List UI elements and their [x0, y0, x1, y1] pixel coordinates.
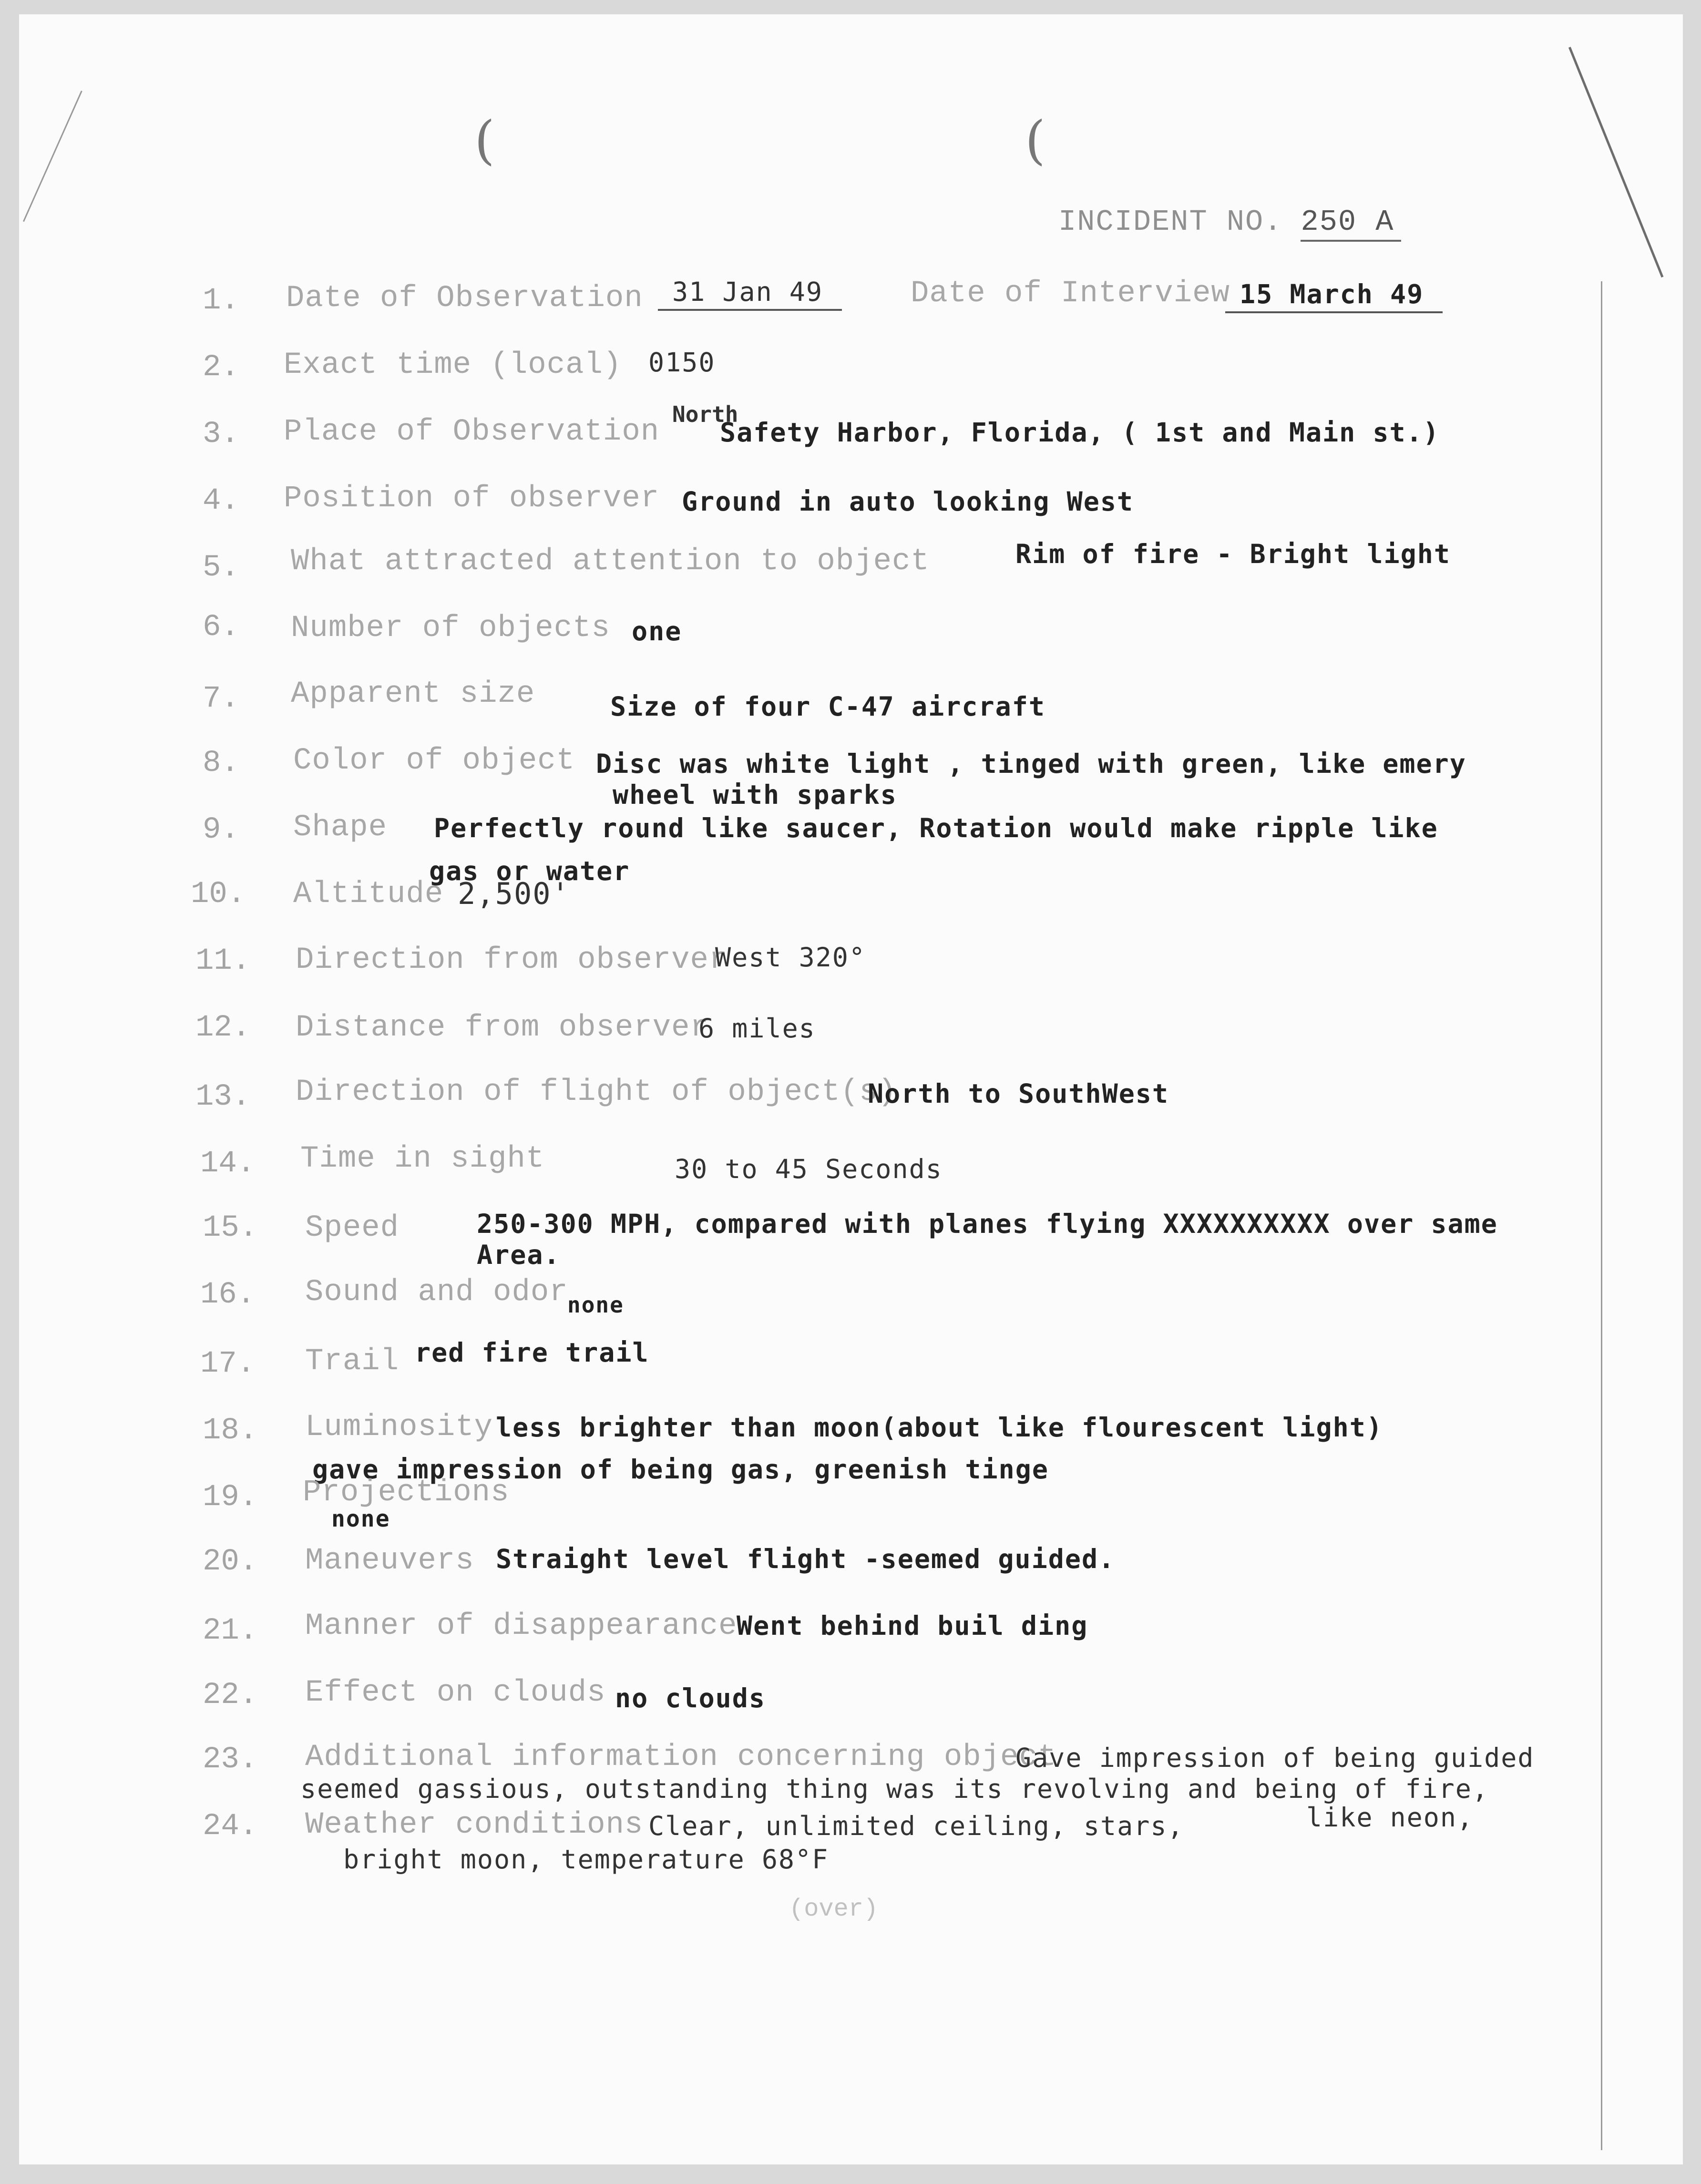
apparent-size-value: Size of four C-47 aircraft	[610, 691, 1045, 722]
weather-value-continued: bright moon, temperature 68°F	[343, 1844, 829, 1875]
binding-hole-mark-left: (	[474, 110, 495, 171]
distance-value: 6 miles	[698, 1013, 816, 1044]
incident-number-header	[1058, 205, 1401, 239]
incident-label: INCIDENT NO.	[1058, 205, 1283, 239]
place-prefix: North	[672, 401, 738, 427]
shape-value: Perfectly round like saucer, Rotation would make ripple like	[434, 813, 1438, 843]
luminosity-value-continued: gave impression of being gas, greenish tinge	[312, 1454, 1049, 1485]
time-in-sight-value: 30 to 45 Seconds	[675, 1154, 943, 1184]
disappearance-value: Went behind buil ding	[737, 1610, 1088, 1641]
incident-number: 250 A	[1301, 205, 1401, 242]
altitude-value: 2,500'	[458, 876, 570, 911]
attracted-attention-value: Rim of fire - Bright light	[1015, 539, 1451, 569]
number-of-objects-value: one	[632, 616, 682, 646]
shape-value-continued: gas or water	[429, 856, 630, 886]
top-left-corner-line	[23, 91, 82, 222]
speed-value: 250-300 MPH, compared with planes flying XXXXXXXXXX over same	[477, 1209, 1498, 1239]
direction-of-flight-value: North to SouthWest	[868, 1078, 1169, 1109]
right-edge-line	[1601, 281, 1602, 2150]
over-note: (over)	[789, 1895, 879, 1923]
date-of-interview-value: 15 March 49	[1225, 279, 1443, 313]
document-page: ( ( INCIDENT NO. 250 A 1. Date of Observation 31 Jan 49 Date of Interview 15 March 49 2. Exact time (local) 0150 3. Place of Observation North Safety Harbor, Florida, ( 1st and Main st.) 4. Position of observer Ground in auto looking West 5. What attracted attention to object Rim of fire - Bright light 6. Number of objects one 7. Apparent size Size of four C-47 aircraft 8. Color of object Disc was white light , tinged with green, like emery wheel with sparks 9. Shape Perfectly round like saucer, Rotation would make ripple like gas or water 10. Altitude 2,500' 11. Direction from observer West 320° 12. Distance from observer 6 miles 13. Direction of flight of object(s) North to SouthWest 14. Time in sight 30 to 45 Seconds 15. Speed 250-300 MPH, compared with planes flying XXXXXXXXXX over same Area. 16. Sound and odor none 17. Trail red fire trail 18. Luminosity less brighter than moon(about like flourescent light) gave impression of being gas, greenish tinge 19. Projections none 20. Maneuvers Straight level flight -seemed guided. 21. Manner of disappearance Went behind buil ding 22. Effect on clouds no clouds 23. Additional information concerning object Gave impression of being guided seemed gassious, outstanding thing was its revolving and being of fire, like neon, 24. Weather conditions Clear, unlimited ceiling, stars, bright moon, temperature 68°F (over)	[19, 14, 1683, 2164]
color-value-continued: wheel with sparks	[613, 779, 897, 810]
date-of-observation-value: 31 Jan 49	[658, 277, 842, 311]
weather-value: Clear, unlimited ceiling, stars,	[648, 1811, 1184, 1841]
projections-value: none	[331, 1506, 390, 1532]
trail-value: red fire trail	[415, 1337, 649, 1368]
position-value: Ground in auto looking West	[682, 486, 1134, 517]
direction-from-observer-value: West 320°	[715, 942, 866, 973]
top-right-corner-line	[1568, 47, 1663, 277]
maneuvers-value: Straight level flight -seemed guided.	[496, 1544, 1116, 1574]
sound-odor-value: none	[567, 1292, 624, 1318]
place-value: Safety Harbor, Florida, ( 1st and Main st.)	[720, 417, 1440, 448]
speed-value-continued: Area.	[477, 1240, 561, 1270]
binding-hole-mark-right: (	[1025, 110, 1045, 171]
additional-info-continued-2: like neon,	[1306, 1802, 1474, 1833]
color-value: Disc was white light , tinged with green, like emery	[596, 749, 1466, 779]
additional-info-continued: seemed gassious, outstanding thing was its revolving and being of fire,	[300, 1774, 1489, 1804]
additional-info-value: Gave impression of being guided	[1015, 1743, 1535, 1773]
exact-time-value: 0150	[648, 347, 716, 378]
luminosity-value: less brighter than moon(about like flourescent light)	[496, 1412, 1383, 1443]
effect-on-clouds-value: no clouds	[615, 1683, 766, 1713]
